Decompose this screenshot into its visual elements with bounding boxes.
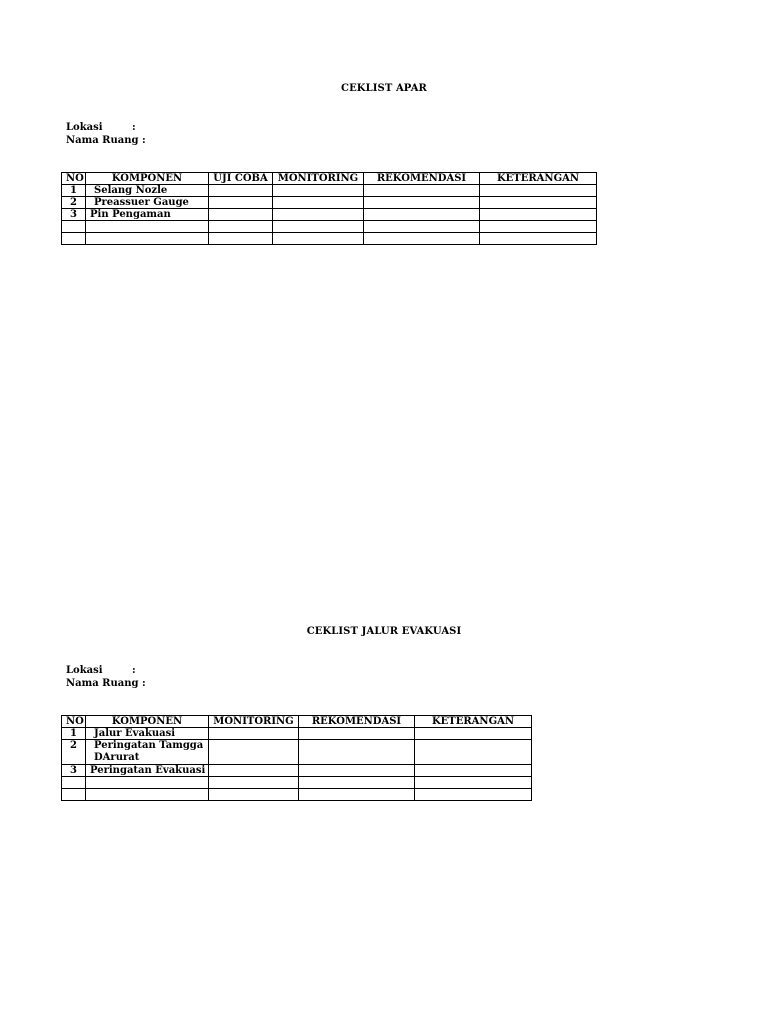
cell-keterangan[interactable] (480, 221, 597, 233)
evakuasi-meta (66, 664, 146, 690)
row-komponen[interactable] (86, 789, 209, 801)
row-no (62, 777, 86, 789)
cell-keterangan[interactable] (480, 197, 597, 209)
cell-keterangan[interactable] (415, 777, 532, 789)
table-row (62, 765, 532, 777)
apar-ruang-label: Nama Ruang : (66, 135, 146, 146)
table-row (62, 197, 597, 209)
cell-rekomendasi[interactable] (299, 728, 415, 740)
row-komponen[interactable] (86, 221, 209, 233)
evakuasi-ruang-row (66, 677, 146, 690)
evakuasi-lokasi-label: Lokasi (66, 665, 103, 676)
cell-rekomendasi[interactable] (299, 740, 415, 765)
cell-rekomendasi[interactable] (364, 221, 480, 233)
table-row (62, 728, 532, 740)
cell-monitoring[interactable] (273, 197, 364, 209)
cell-uji-coba[interactable] (209, 197, 273, 209)
cell-keterangan[interactable] (415, 728, 532, 740)
evakuasi-lokasi-sep: : (132, 665, 136, 676)
cell-monitoring[interactable] (209, 765, 299, 777)
cell-keterangan[interactable] (480, 185, 597, 197)
table-row (62, 789, 532, 801)
apar-header-row (62, 173, 597, 185)
cell-uji-coba[interactable] (209, 233, 273, 245)
cell-monitoring[interactable] (273, 233, 364, 245)
apar-col-no: NO (62, 173, 86, 185)
row-no: 2 (62, 740, 86, 765)
row-komponen: Selang Nozle (86, 185, 209, 197)
cell-rekomendasi[interactable] (299, 765, 415, 777)
evakuasi-ruang-label: Nama Ruang : (66, 678, 146, 689)
evakuasi-table (61, 715, 532, 801)
apar-col-monitoring: MONITORING (273, 173, 364, 185)
cell-uji-coba[interactable] (209, 221, 273, 233)
cell-rekomendasi[interactable] (299, 789, 415, 801)
row-no: 2 (62, 197, 86, 209)
apar-table (61, 172, 597, 245)
row-komponen[interactable] (86, 233, 209, 245)
cell-monitoring[interactable] (209, 740, 299, 765)
row-no: 3 (62, 765, 86, 777)
cell-keterangan[interactable] (415, 740, 532, 765)
cell-rekomendasi[interactable] (299, 777, 415, 789)
cell-rekomendasi[interactable] (364, 197, 480, 209)
cell-keterangan[interactable] (480, 233, 597, 245)
cell-monitoring[interactable] (273, 209, 364, 221)
cell-monitoring[interactable] (273, 221, 364, 233)
evakuasi-col-monitoring: MONITORING (209, 716, 299, 728)
cell-uji-coba[interactable] (209, 185, 273, 197)
cell-monitoring[interactable] (209, 789, 299, 801)
apar-col-keterangan: KETERANGAN (480, 173, 597, 185)
table-row (62, 221, 597, 233)
row-komponen: Peringatan Tamgga DArurat (86, 740, 209, 765)
apar-lokasi-label: Lokasi (66, 122, 103, 133)
evakuasi-col-komponen: KOMPONEN (86, 716, 209, 728)
apar-ruang-row (66, 134, 146, 147)
row-no (62, 221, 86, 233)
row-no (62, 789, 86, 801)
table-row (62, 740, 532, 765)
evakuasi-header-row (62, 716, 532, 728)
apar-col-rekomendasi: REKOMENDASI (364, 173, 480, 185)
apar-meta (66, 121, 146, 147)
cell-rekomendasi[interactable] (364, 209, 480, 221)
row-komponen[interactable] (86, 777, 209, 789)
row-no: 3 (62, 209, 86, 221)
apar-lokasi-sep: : (132, 122, 136, 133)
cell-monitoring[interactable] (209, 777, 299, 789)
row-komponen: Preassuer Gauge (86, 197, 209, 209)
row-komponen: Jalur Evakuasi (86, 728, 209, 740)
table-row (62, 233, 597, 245)
cell-rekomendasi[interactable] (364, 185, 480, 197)
table-row (62, 209, 597, 221)
apar-col-uji-coba: UJI COBA (209, 173, 273, 185)
cell-keterangan[interactable] (480, 209, 597, 221)
evakuasi-col-rekomendasi: REKOMENDASI (299, 716, 415, 728)
row-komponen: Pin Pengaman (86, 209, 209, 221)
row-no: 1 (62, 185, 86, 197)
row-komponen: Peringatan Evakuasi (86, 765, 209, 777)
evakuasi-title: CEKLIST JALUR EVAKUASI (306, 626, 462, 637)
apar-col-komponen: KOMPONEN (86, 173, 209, 185)
row-no: 1 (62, 728, 86, 740)
table-row (62, 777, 532, 789)
cell-monitoring[interactable] (209, 728, 299, 740)
cell-keterangan[interactable] (415, 765, 532, 777)
evakuasi-col-no: NO (62, 716, 86, 728)
evakuasi-lokasi-row (66, 664, 146, 677)
cell-rekomendasi[interactable] (364, 233, 480, 245)
cell-monitoring[interactable] (273, 185, 364, 197)
evakuasi-col-keterangan: KETERANGAN (415, 716, 532, 728)
table-row (62, 185, 597, 197)
cell-uji-coba[interactable] (209, 209, 273, 221)
cell-keterangan[interactable] (415, 789, 532, 801)
apar-title: CEKLIST APAR (341, 83, 427, 94)
row-no (62, 233, 86, 245)
apar-lokasi-row (66, 121, 146, 134)
